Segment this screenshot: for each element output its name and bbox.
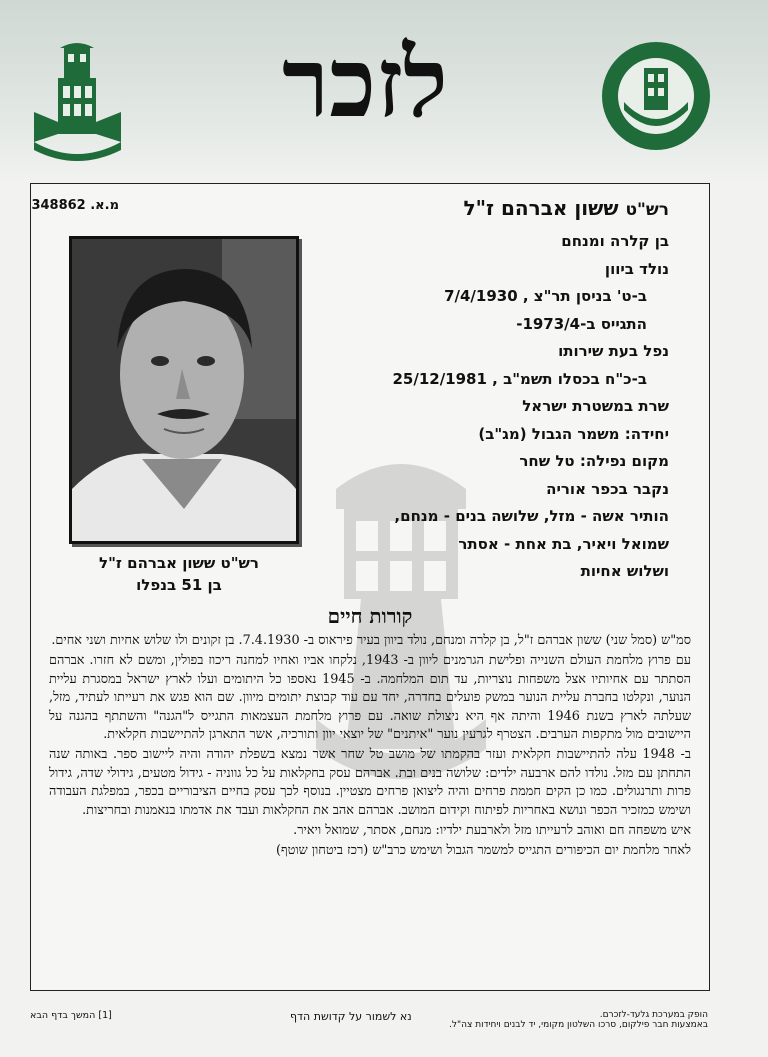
sanctity-notice: נא לשמור על קדושת הדף xyxy=(290,1010,412,1023)
burial-place: נקבר בכפר אוריה xyxy=(546,479,669,498)
bio-paragraph-2: עם פרוץ מלחמת העולם השנייה ופלישת הגרמנים ליוון ב- 1943, נלקחו אביו ואחיו למחנה ריכוז בפולין, ומשם לא חזרו. אברהם הסתתר עם אחיותיו אצל משפחות נוצריות, עד תום המלחמה. ב- 1945 נאספו כל היתומים ועלו לארץ ישראל במסגרת עליית הנוער, ונקלטו בחברת עליית הנוער במשק פועלים בחדרה, יחד עם עוד קבוצת יתומים מיוון. שם הוא פגש את רעייתו לעתיד, מזל, שעלתה לארץ בשנת 1946 והיתה אף היא ניצולת שואה. עם פרוץ מלחמת העצמאות התגייס ל"הגנה" והשתתף בהגנה על היישובים מול מתקפות הערבים. הצטרף לגרעין נוער "איתנים" של יוצאי יוון ותורכיה, אשר התארגן להתיישבות חקלאית. xyxy=(49,653,692,743)
survivors-line-1: הותיר אשה - מזל, שלושה בנים - מנחם, xyxy=(394,507,669,525)
parents: בן קלרה ומנחם xyxy=(561,232,669,250)
producer-credit xyxy=(449,1010,708,1030)
name-label: ששון אברהם ז"ל xyxy=(463,196,619,220)
rank-label: רש"ט xyxy=(625,200,669,220)
memorial-card xyxy=(30,183,710,991)
service: שרת במשטרת ישראל xyxy=(522,397,669,415)
bio-paragraph-4: איש משפחה חם ואוהב לרעייתו מזל ולארבעת ילדיו: מנחם, אסתר, שמואל ויאיר. xyxy=(293,823,691,839)
caption-age: בן 51 בנפלו xyxy=(136,576,222,594)
birth-date: ב-ט' בניסן תר"צ , 7/4/1930 xyxy=(444,287,647,305)
producer-credit-line-2: באמצעות חבר פילקום, סרכו השלטון מקומי, יד לבנים ויחידות צה"ל. xyxy=(449,1020,708,1030)
bio-paragraph-5: לאחר מלחמת יום הכיפורים התגייס למשמר הגבול ושימש כרב"ש (רכז ביטחון שוטף) xyxy=(275,843,691,859)
continued-next-page: [1] המשך בדף הבא xyxy=(30,1010,112,1021)
unit: יחידה: משמר הגבול (מג"ב) xyxy=(478,424,669,443)
caption-rank: רש"ט xyxy=(220,554,259,572)
deceased-name xyxy=(149,196,669,220)
producer-credit-line-1: הופק במערכת גלעד-לזכרם. xyxy=(599,1010,708,1020)
serial-number: מ.א. 348862 xyxy=(31,198,119,213)
biography-text xyxy=(49,632,691,863)
enlistment-date: התגייס ב-1973/4- xyxy=(516,314,647,333)
page-header xyxy=(0,0,768,180)
portrait-image xyxy=(72,239,296,541)
survivors-line-2: שמואל ויאיר, בת אחת - אסתר xyxy=(458,534,669,553)
portrait-photo xyxy=(69,236,299,544)
caption-name-line xyxy=(59,552,299,574)
border-police-tower-emblem-icon xyxy=(30,42,125,162)
page-title: לזכר xyxy=(282,26,448,139)
caption-name: ששון אברהם ז"ל xyxy=(99,554,216,572)
fell-label: נפל בעת שירותו xyxy=(558,342,669,360)
bio-paragraph-3: ב- 1948 עלה להתיישבות חקלאית ועזר בהקמתו של מושב טל שחר אשר נמצא בשפלת יהודה והיה ליישוב ספר. באותה שנה התחתן עם מזל. נולדו להם ארבעה ילדים: שלושה בנים ובת. אברהם עסק בחקלאות על כל גווניה - גידול מטעים, גידולי שדה, גידול פרות ותרנגולים. כמו כן הקים חממת פרחים והיה ליצואן פרחים מצטיין. בנוסף לכך עסק בחיים הציבוריים בכפר, במפלגת העבודה ושימש כמזכיר הכפר ונושא באחריות לפיתוח וקידום המושב. אברהם אהב את החקלאות ועבד את אדמתו בנאמנות ובחריצות. xyxy=(49,747,692,818)
place-of-death: מקום נפילה: טל שחר xyxy=(519,452,669,470)
survivors-line-3: ושלוש אחיות xyxy=(580,562,669,580)
border-police-round-emblem-icon xyxy=(600,40,712,152)
biography-title: קורות חיים xyxy=(327,604,413,628)
bio-paragraph-1: סמ"ש (סמל שני) ששון אברהם ז"ל, בן קלרה ומנחם, נולד ביוון בעיר פיראוס ב- 7.4.1930. בן זקונים ולו שלוש אחיות ושני אחים. xyxy=(51,633,691,648)
photo-caption xyxy=(59,552,299,596)
birthplace: נולד ביוון xyxy=(604,259,669,278)
death-date: ב-כ"ח בכסלו תשמ"ב , 25/12/1981 xyxy=(392,369,647,388)
